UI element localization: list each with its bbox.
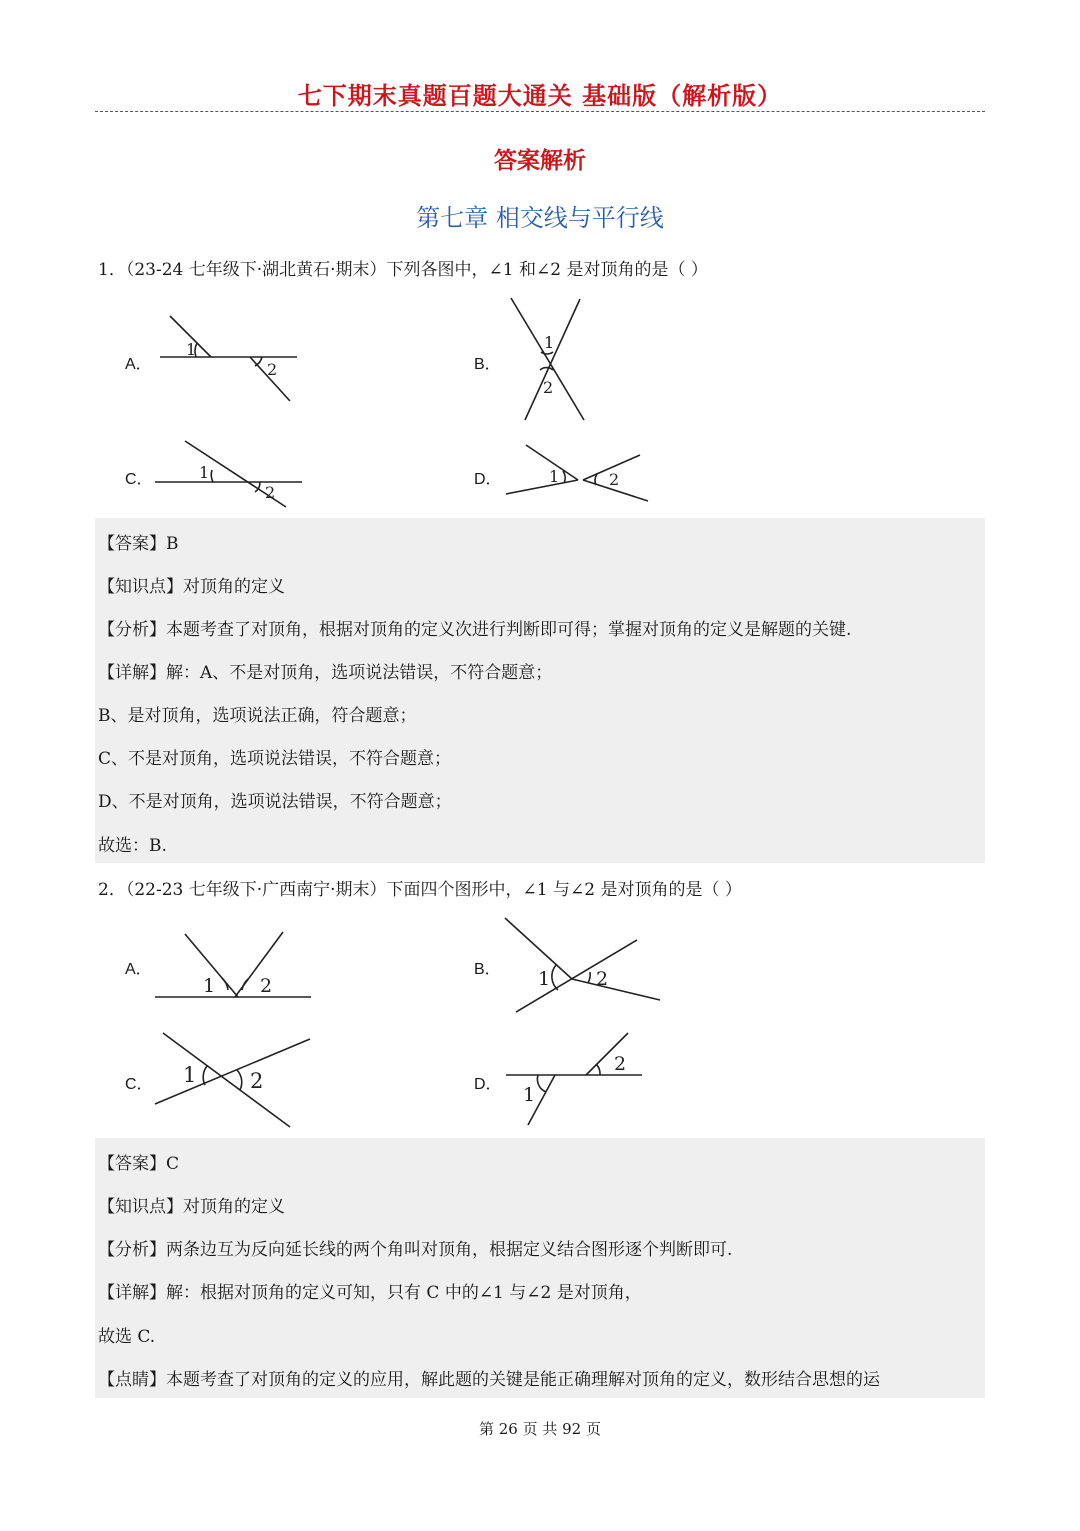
q2-a-angle-2: 2	[260, 975, 273, 997]
q2-analysis: 【分析】两条边互为反向延长线的两个角叫对顶角，根据定义结合图形逐个判断即可.	[98, 1240, 733, 1260]
header-divider	[95, 111, 985, 112]
q1-detail-line-3: C、不是对顶角，选项说法错误，不符合题意；	[98, 749, 452, 769]
q1-figure-c	[155, 441, 302, 507]
q2-knowledge-point: 【知识点】对顶角的定义	[98, 1197, 285, 1217]
question-1-stem: 1．（23-24 七年级下·湖北黄石·期末）下列各图中，∠1 和∠2 是对顶角的是（ ）	[98, 260, 708, 280]
document-header-title: 七下期末真题百题大通关 基础版（解析版）	[297, 82, 783, 110]
q2-figure-c	[155, 1033, 310, 1127]
q2-c-angle-1: 1	[183, 1063, 197, 1087]
question-2-stem: 2．（22-23 七年级下·广西南宁·期末）下面四个图形中，∠1 与∠2 是对顶角的是（ ）	[98, 880, 742, 900]
q1-a-angle-1: 1	[186, 340, 197, 359]
q1-c-angle-1: 1	[199, 463, 210, 482]
section-title: 答案解析	[494, 148, 586, 174]
q2-figure-b	[505, 918, 660, 1012]
q1-b-angle-1: 1	[544, 333, 555, 352]
q2-b-angle-1: 1	[538, 968, 551, 990]
q1-a-angle-2: 2	[267, 360, 278, 379]
q2-answer: 【答案】C	[98, 1154, 180, 1174]
chapter-title: 第七章 相交线与平行线	[416, 204, 664, 232]
q1-option-c-label: C．	[125, 471, 153, 488]
q1-conclusion: 故选：B.	[98, 836, 167, 856]
q2-detail: 【详解】解：根据对顶角的定义可知，只有 C 中的∠1 与∠2 是对顶角，	[98, 1283, 642, 1303]
q1-answer: 【答案】B	[98, 534, 179, 554]
page-number-footer: 第 26 页 共 92 页	[478, 1420, 601, 1438]
q1-option-d-label: D．	[474, 471, 502, 488]
q2-a-angle-1: 1	[203, 975, 216, 997]
q2-option-b-label: B．	[474, 961, 501, 978]
question-2-answer-box	[95, 1138, 985, 1398]
q1-detail-line-2: B、是对顶角，选项说法正确，符合题意；	[98, 706, 417, 726]
q1-detail-line-1: 【详解】解：A、不是对顶角，选项说法错误，不符合题意；	[98, 663, 553, 683]
q2-key-point: 【点睛】本题考查了对顶角的定义的应用，解此题的关键是能正确理解对顶角的定义，数形结合思想的运	[98, 1370, 880, 1390]
q1-figure-a	[160, 316, 297, 401]
q1-analysis: 【分析】本题考查了对顶角，根据对顶角的定义次进行判断即可得；掌握对顶角的定义是解题的关键.	[98, 620, 852, 640]
q2-figure-d	[506, 1033, 642, 1125]
q1-option-a-label: A．	[125, 356, 152, 373]
q2-b-angle-2: 2	[596, 968, 609, 990]
q2-d-angle-2: 2	[614, 1053, 627, 1075]
q2-option-d-label: D．	[474, 1076, 502, 1093]
q2-d-angle-1: 1	[523, 1084, 536, 1106]
q1-d-angle-1: 1	[549, 467, 560, 486]
q2-option-a-label: A．	[125, 961, 152, 978]
q2-figure-a	[155, 932, 311, 997]
q2-c-angle-2: 2	[250, 1069, 264, 1093]
q1-detail-line-4: D、不是对顶角，选项说法错误，不符合题意；	[98, 792, 452, 812]
q1-figure-d	[506, 445, 648, 501]
q1-figure-b	[511, 298, 584, 420]
q1-option-b-label: B．	[474, 356, 501, 373]
question-1-answer-box	[95, 518, 985, 863]
q2-option-c-label: C．	[125, 1076, 153, 1093]
q1-c-angle-2: 2	[265, 483, 276, 502]
q1-knowledge-point: 【知识点】对顶角的定义	[98, 577, 285, 597]
q1-b-angle-2: 2	[543, 378, 554, 397]
q1-d-angle-2: 2	[609, 470, 620, 489]
q2-conclusion: 故选 C.	[98, 1327, 156, 1347]
